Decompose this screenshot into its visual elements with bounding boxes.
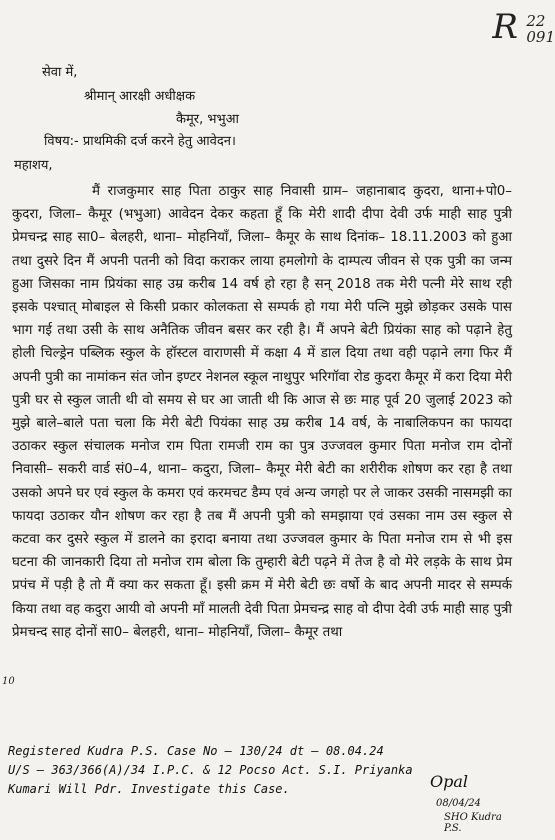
addressee: श्रीमान् आरक्षी अधीक्षक (84, 89, 196, 104)
reference-num-top: 22 (526, 12, 546, 30)
body-paragraph: मैं राजकुमार साह पिता ठाकुर साह निवासी ग्राम– जहानाबाद कुदरा, थाना+पो0– कुदरा, जिला– कैमूर (भभुआ) आवेदन देकर कहता हूँ कि मेरी शादी दीपा देवी उर्फ माही साह पुत्री प्रेमचन्द्र साह सा0– बेलहरी, थाना– मोहनियाँ, जिला– कैमूर के साथ दिनांक– 18.11.2003 को हुआ तथा दुसरे दिन मैं अपनी पतनी को विदा कराकर लाया हमलोगो के दाम्पत्य जीवन से एक पुत्री का जन्म हुआ जिसका नाम प्रियंका साह उम्र करीब 14 वर्ष हो रहा है सन् 2018 तक मेरी पत्नी मेरे साथ रही इसके पश्चात् मोबाइल से किसी प्रकार कोलकता से सम्पर्क हो गया मेरी पत्नि मुझे छोड़कर उसके पास भाग गई तथा उसी के साथ अनैतिक जीवन बसर कर रही है। मैं अपने बेटी प्रियंका साह को पढ़ाने हेतु होली चिल्ड्रेन पब्लिक स्कुल के हॉस्टल वाराणसी में कक्षा 4 में डाल दिया तथा वही पढ़ाने लगा फिर मैं अपनी पुत्री का नामांकन संत जोन इण्टर नेशनल स्कूल नाथुपुर भरिगॉवा रोड कुदरा कैमूर में करा दिया मेरी पुत्री घर से स्कुल जाती थी वो समय से घर आ जाती थी कि आज से छः माह पूर्व 20 जुलाई 2023 को मुझे बाले–बाले पता चला कि मेरी बेटी पियंका साह उम्र करीब 14 वर्ष, के नाबालिकपन का फायदा उठाकर स्कुल संचालक मनोज राम पिता रामजी राम का पुत्र उज्जवल कुमार पिता मनोज राम दोनों निवासी– सकरी वार्ड सं0–4, थाना– कदुरा, जिला– कैमूर मेरी बेटी का शरीरीक शोषण कर रहा है तथा उसको अपने घर एवं स्कुल के कमरा एवं करमचट डैम्प एवं अन्य जगहो पर ले जाकर उसकी नासमझी का फायदा उठाकर यौन शोषण कर रहा है तब मैं अपनी पुत्री को समझाया एवं उसका नाम उस स्कुल से कटवा कर दुसरे स्कुल में डालने का इरादा बनाया तथा उज्जवल कुमार के पिता मनोज राम से भी इस घटना की जानकारी दिया तो मनोज राम बोला कि तुम्हारी बेटी पढ़ने में तेज है वो मेरे लड़के के साथ प्रेम प्रपंच में पड़ी है तो मैं क्या कर सकता हूँ। इसी क्रम में मेरी बेटी छः वर्षो के बाद अपनी मादर से सम्पर्क किया तथा वह कदुरा आयी वो अपनी माँ मालती देवी पिता प्रेमचन्द्र साह वो दीपा देवी उर्फ माही साह पुत्री प्रेमचन्द साह दोनों सा0– बेलहरी, थाना– मोहनियाँ, जिला– कैमूर तथा (12, 184, 512, 640)
signature-date: 08/04/24 (436, 798, 481, 809)
reference-number (492, 7, 555, 47)
endorsement-line-3: Kumari Will Pdr. Investigate this Case. (8, 782, 290, 796)
signature-name: Opal (430, 772, 469, 791)
application-body (12, 180, 512, 644)
officer-signature (422, 768, 510, 838)
margin-mark: 10 (2, 676, 15, 687)
reference-num-bottom: 091 (526, 28, 555, 46)
endorsement-line-2: U/S – 363/366(A)/34 I.P.C. & 12 Pocso Act. S.I. Priyanka (8, 763, 413, 777)
signature-role: SHO Kudra P.S. (444, 812, 502, 834)
reference-prefix: R (492, 7, 518, 47)
greeting: महाशय, (14, 158, 53, 173)
salutation-line: सेवा में, (42, 65, 78, 80)
endorsement-line-1: Registered Kudra P.S. Case No – 130/24 dt – 08.04.24 (8, 744, 384, 758)
subject-line: विषय:- प्राथमिकी दर्ज करने हेतु आवेदन। (44, 134, 236, 149)
district: कैमूर, भभुआ (176, 112, 239, 127)
